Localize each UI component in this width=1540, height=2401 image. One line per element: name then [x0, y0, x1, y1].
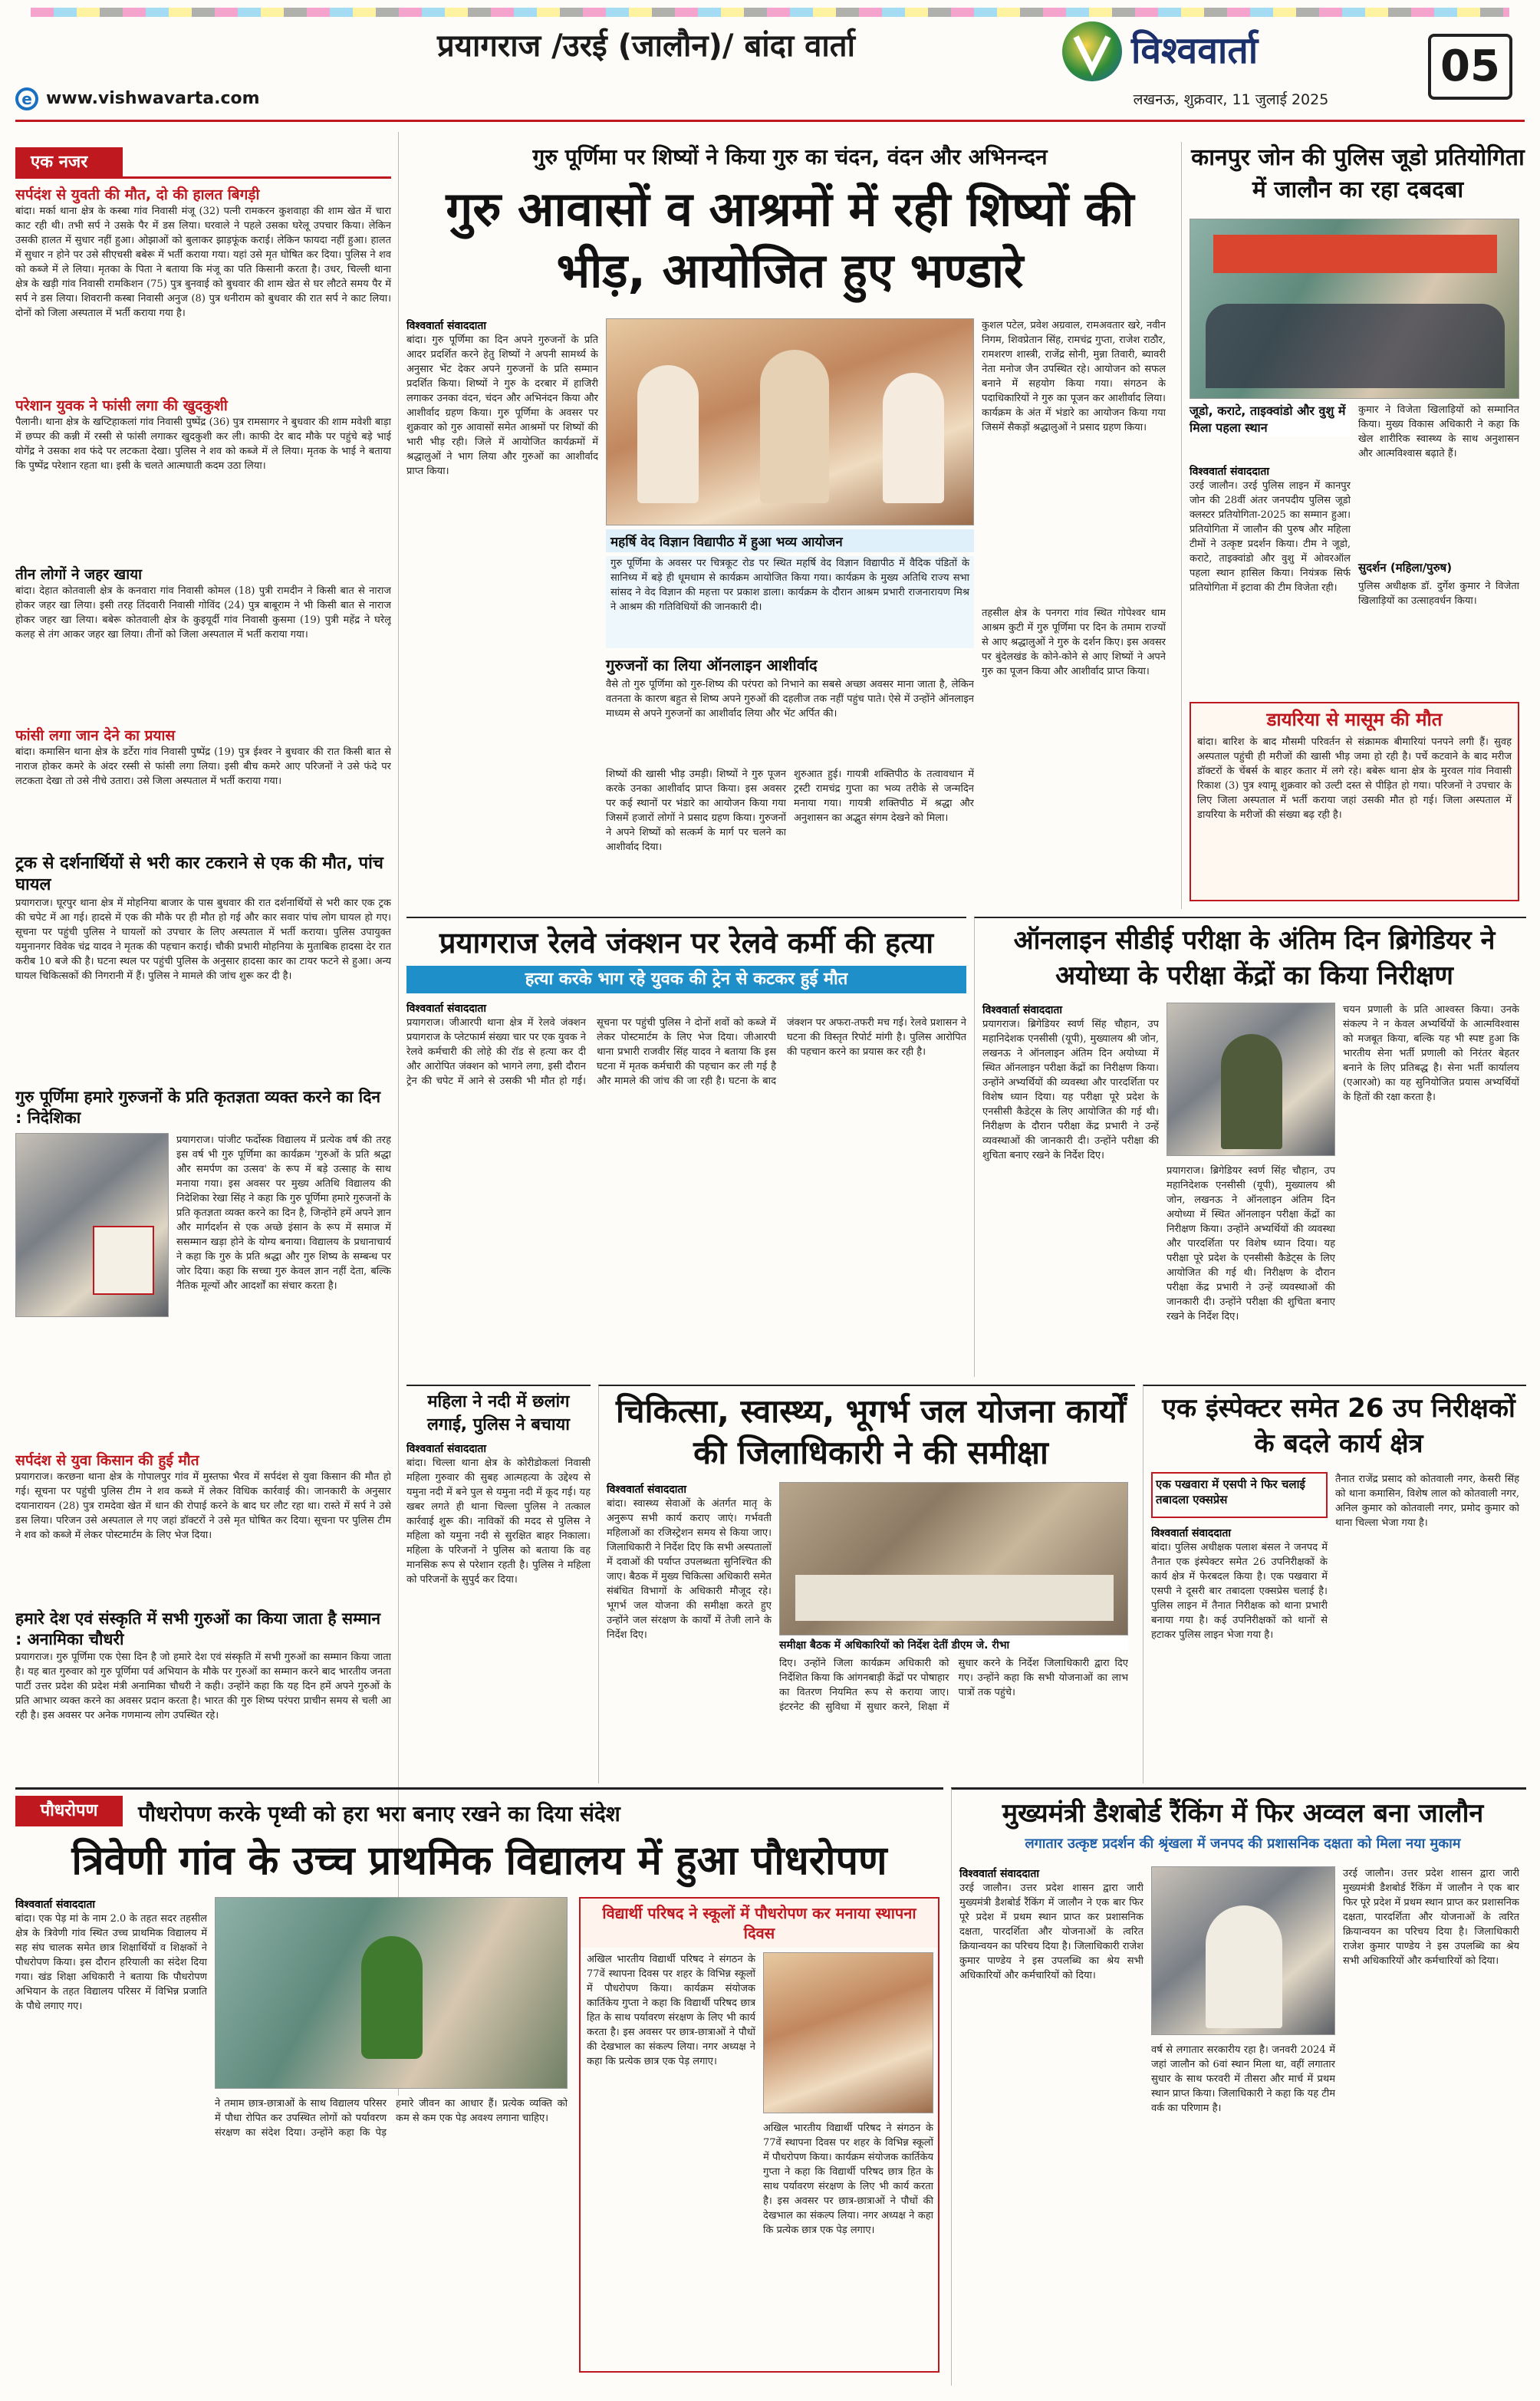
kanpur-side-text: कुमार ने विजेता खिलाड़ियों को सम्मानित किया। मुख्य विकास अधिकारी ने कहा कि खेल शारीरिक स्वास्थ्य के साथ अनुशासन और आत्मविश्वास बढ़ाते हैं।	[1358, 404, 1519, 459]
brief-8	[15, 1609, 391, 1816]
inspector-strap: एक पखवारा में एसपी ने फिर चलाई तबादला एक्सप्रेस	[1156, 1477, 1305, 1507]
kanpur-story	[1181, 142, 1526, 909]
dashboard-headline: मुख्यमंत्री डैशबोर्ड रैंकिंग में फिर अव्वल बना जालौन	[1002, 1798, 1484, 1829]
mahila-story	[406, 1385, 591, 1783]
review-photo	[779, 1482, 1128, 1635]
principal-photo	[15, 1133, 169, 1317]
mahila-byline: विश्ववार्ता संवाददाता	[406, 1443, 487, 1455]
diary-box	[1190, 702, 1519, 901]
logo[interactable]	[1062, 18, 1392, 108]
brief-4	[15, 726, 391, 849]
plant-kicker: पौधरोपण करके पृथ्वी को हरा भरा बनाए रखने का दिया संदेश	[138, 1801, 620, 1826]
cde-text-2: चयन प्रणाली के प्रति आश्वस्त किया। उनके संकल्प ने न केवल अभ्यर्थियों के आत्मविश्वास को मजबूत किया, बल्कि यह भी स्पष्ट हुआ कि भारतीय सेना भर्ती प्रणाली को निरंतर बेहतर बनाने के लिए प्रतिबद्ध है। सेना भर्ती कार्यालय (एआरओ) का यह सुनियोजित प्रयास अभ्यर्थियों के हितों की रक्षा करता है।	[1343, 1004, 1519, 1103]
lead-right-col-1: कुशल पटेल, प्रवेश अग्रवाल, रामअवतार खरे, नवीन निगम, शिवप्रेतान सिंह, रामचंद्र गुप्ता, राजेश राठौर, रामशरण शास्त्री, राजेंद्र सोनी, मुन्ना तिवारी, ब्यावरी नेता मनोज जैन उपस्थित रहे। आयोजन को सफल बनाने में सहयोग किया गया। संगठन के पदाधिकारियों ने गुरु का पूजन कर आशीर्वाद लिया। कार्यक्रम के अंत में भंडारे का आयोजन किया गया जिसमें सैकड़ों श्रद्धालुओं ने प्रसाद ग्रहण किया।	[982, 320, 1166, 433]
lead-col-1	[406, 318, 598, 702]
kanpur-sub-text: पुलिस अधीक्षक डॉ. दुर्गेश कुमार ने विजेता खिलाड़ियों का उत्साहवर्धन किया।	[1358, 581, 1519, 607]
brief-headline: गुरु पूर्णिमा हमारे गुरुजनों के प्रति कृतज्ञता व्यक्त करने का दिन : निदेशिका	[15, 1088, 381, 1127]
plant-col-1	[15, 1897, 207, 2373]
masthead-rule	[15, 120, 1525, 122]
railway-headline: प्रयागराज रेलवे जंक्शन पर रेलवे कर्मी की हत्या	[439, 926, 934, 960]
lead-mid-text: गुरु पूर्णिमा के अवसर पर चित्रकूट रोड पर स्थित महर्षि वेद विज्ञान विद्यापीठ में वैदिक पंडितों के सानिध्य में बड़े ही धूमधाम से कार्यक्रम आयोजित किया गया। कार्यक्रम के मुख्य अतिथि राज्य सभा सांसद ने वेद विज्ञान की महत्ता पर प्रकाश डाला। कार्यक्रम के दौरान आश्रम प्रभारी राजनारायण मिश्र ने आश्रम की गतिविधियों की जानकारी दी।	[606, 556, 974, 648]
browser-e-icon: e	[15, 87, 38, 110]
railway-strap: हत्या करके भाग रहे युवक की ट्रेन से कटकर हुई मौत	[406, 966, 966, 993]
cde-text: प्रयागराज। ब्रिगेडियर स्वर्ण सिंह चौहान, उप महानिदेशक एनसीसी (यूपी), मुख्यालय श्री जोन, लखनऊ ने ऑनलाइन अंतिम दिन अयोध्या में स्थित ऑनलाइन परीक्षा केंद्रों का निरीक्षण किया। उन्होंने अभ्यर्थियों की व्यवस्था और पारदर्शिता पर विशेष ध्यान दिया। यह परीक्षा पूरे प्रदेश के एनसीसी कैडेट्स के लिए आयोजित की गई थी। निरीक्षण के दौरान परीक्षा केंद्र प्रभारी ने उन्हें व्यवस्थाओं की जानकारी दी। उन्होंने परीक्षा की शुचिता बनाए रखने के निर्देश दिए।	[982, 1019, 1159, 1161]
cde-text-mid: प्रयागराज। ब्रिगेडियर स्वर्ण सिंह चौहान, उप महानिदेशक एनसीसी (यूपी), मुख्यालय श्री जोन, लखनऊ ने ऑनलाइन अंतिम दिन अयोध्या में स्थित ऑनलाइन परीक्षा केंद्रों का निरीक्षण किया। उन्होंने अभ्यर्थियों की व्यवस्था और पारदर्शिता पर विशेष ध्यान दिया। यह परीक्षा पूरे प्रदेश के एनसीसी कैडेट्स के लिए आयोजित की गई थी। निरीक्षण के दौरान परीक्षा केंद्र प्रभारी ने उन्हें व्यवस्थाओं की जानकारी दी। उन्होंने परीक्षा की शुचिता बनाए रखने के निर्देश दिए।	[1167, 1165, 1335, 1322]
review-text-2: दिए। उन्होंने जिला कार्यक्रम अधिकारी को निर्देशित किया कि आंगनबाड़ी केंद्रों पर पोषाहार का वितरण नियमित रूप से कराया जाए। इंटरनेट की सुविधा में सुधार करने, शिक्षा में सुधार करने के निर्देश जिलाधिकारी द्वारा दिए गए। उन्होंने कहा कि सभी योजनाओं का लाभ पात्रों तक पहुंचे।	[779, 1658, 1128, 1713]
inspector-story	[1143, 1385, 1526, 1783]
logo-text: विश्ववार्ता	[1131, 29, 1259, 72]
photo-figure	[637, 365, 699, 503]
railway-body	[406, 1001, 966, 1369]
dashboard-text-3: उरई जालौन। उत्तर प्रदेश शासन द्वारा जारी मुख्यमंत्री डैशबोर्ड रैंकिंग में जालौन ने एक बार फिर पूरे प्रदेश में प्रथम स्थान प्राप्त कर प्रशासनिक दक्षता, पारदर्शिता और योजनाओं के त्वरित क्रियान्वयन का परिचय दिया है। जिलाधिकारी राजेश कुमार पाण्डेय ने इस उपलब्धि का श्रेय सभी अधिकारियों और कर्मचारियों को दिया।	[1343, 1868, 1519, 1967]
brief-headline: सर्पदंश से युवा किसान की हुई मौत	[15, 1452, 199, 1469]
brief-1	[15, 186, 391, 393]
plant-story	[15, 1787, 943, 2386]
cde-headline: ऑनलाइन सीडीई परीक्षा के अंतिम दिन ब्रिगेडियर ने अयोध्या के परीक्षा केंद्रों का किया निरीक्षण	[1013, 925, 1496, 991]
lead-sub-text: वैसे तो गुरु पूर्णिमा को गुरु-शिष्य की परंपरा को निभाने का सबसे अच्छा अवसर माना जाता है, लेकिन वतनता के कारण बहुत से शिष्य अपने गुरुओं की दहलीज तक नहीं पहुंच पाते। ऐसे में उन्होंने ऑनलाइन माध्यम से अपने गुरुजनों का आशीर्वाद लिया और भेंट अर्पित की।	[606, 679, 974, 720]
website-row[interactable]	[15, 86, 399, 114]
mahila-text: बांदा। चिल्ला थाना क्षेत्र के कोरीडोकलां निवासी महिला गुरुवार की सुबह आत्महत्या के उद्देश्य से यमुना नदी में बने पुल से यमुना नदी में कूद गई। यह खबर लगते ही थाना चिल्ला पुलिस ने तत्काल कार्रवाई शुरू की। नाविकों की मदद से पुलिस ने महिला को यमुना नदी से सुरक्षित बाहर निकाला। महिला के परिजनों ने पुलिस को बताया कि वह मानसिक रूप से परेशान रहती है। पुलिस ने महिला को परिजनों के सुपुर्द कर दिया।	[406, 1457, 591, 1586]
kanpur-photo	[1190, 219, 1519, 399]
kanpur-caption-box	[1190, 403, 1351, 456]
inspector-headline: एक इंस्पेक्टर समेत 26 उप निरीक्षकों के बदले कार्य क्षेत्र	[1162, 1393, 1515, 1459]
review-headline: चिकित्सा, स्वास्थ्य, भूगर्भ जल योजना कार्यों की जिलाधिकारी ने की समीक्षा	[616, 1392, 1126, 1471]
brief-headline: तीन लोगों ने जहर खाया	[15, 566, 143, 583]
brief-headline: फांसी लगा जान देने का प्रयास	[15, 727, 176, 744]
diary-headline: डायरिया से मासूम की मौत	[1266, 709, 1443, 730]
inspector-text: बांदा। पुलिस अधीक्षक पलाश बंसल ने जनपद में तैनात एक इंस्पेक्टर समेत 26 उपनिरीक्षकों के कार्य क्षेत्र में फेरबदल किया है। एक पखवारा में एसपी ने दूसरी बार तबादला एक्सप्रेस चलाई है। पुलिस लाइन में तैनात निरीक्षक को थाना प्रभारी बनाया गया है। कई उपनिरीक्षकों को थानों से हटाकर पुलिस लाइन भेजा गया है।	[1151, 1542, 1328, 1641]
photo-officer	[1221, 1034, 1282, 1149]
railway-byline: विश्ववार्ता संवाददाता	[406, 1003, 487, 1015]
lead-subhead: गुरुजनों का लिया ऑनलाइन आशीर्वाद	[606, 656, 818, 674]
review-caption: समीक्षा बैठक में अधिकारियों को निर्देश देतीं डीएम जे. रीभा	[779, 1638, 1128, 1652]
plant-text: बांदा। एक पेड़ मां के नाम 2.0 के तहत सदर तहसील क्षेत्र के त्रिवेणी गांव स्थित उच्च प्राथमिक विद्यालय में सह संघ चालक समेत छात्र शिक्षार्थियों व शिक्षकों ने पौधरोपण किया। इस दौरान हरियाली का संदेश दिया गया। खंड शिक्षा अधिकारी ने बताया कि पौधरोपण अभियान के तहत विद्यालय परिसर में विभिन्न प्रजाति के पौधे लगाए गए।	[15, 1913, 207, 2012]
lead-kicker: गुरु पूर्णिमा पर शिष्यों ने किया गुरु का चंदन, वंदन और अभिनन्दन	[532, 144, 1048, 170]
railway-text: प्रयागराज। जीआरपी थाना क्षेत्र में रेलवे जंक्शन प्रयागराज के प्लेटफार्म संख्या चार पर एक युवक ने रेलवे कर्मचारी की लोहे की रॉड से हत्या कर दी और आरोपित जंक्शन को भागने लगा, इसी दौरान ट्रेन की चपेट में आने से उसकी भी मौत हो गई। सूचना पर पहुंची पुलिस ने दोनों शवों को कब्जे में लेकर पोस्टमार्टम के लिए भेज दिया। जीआरपी थाना प्रभारी राजवीर सिंह यादव ने बताया कि इस घटना में मृतक कर्मचारी की पहचान कर ली गई है और मामले की जांच की जा रही है। घटना के बाद जंक्शन पर अफरा-तफरी मच गई। रेलवे प्रशासन ने घटना की विस्तृत रिपोर्ट मांगी है। पुलिस आरोपित की पहचान करने का प्रयास कर रही है।	[406, 1017, 966, 1087]
photo-official	[1206, 1905, 1282, 2028]
lead-col-bottom-2: शुरुआत हुई। गायत्री शक्तिपीठ के तत्वावधान में ट्रस्टी रामचंद्र गुप्ता का भव्य तरीके से जन्मदिन मनाया गया। गायत्री शक्तिपीठ में श्रद्धा और अनुशासन का अद्भुत संगम देखने को मिला।	[794, 769, 974, 824]
lead-col-bottom: शिष्यों की खासी भीड़ उमड़ी। शिष्यों ने गुरु पूजन करके उनका आशीर्वाद प्राप्त किया। इस अवसर पर कई स्थानों पर भंडारे का आयोजन किया गया जिसमें हजारों लोगों ने प्रसाद ग्रहण किया। गुरुजनों ने अपने शिष्यों को सत्कर्म के मार्ग पर चलने का आशीर्वाद दिया।	[606, 769, 786, 853]
abvp-box	[579, 1897, 939, 2373]
photo-figure	[883, 373, 944, 503]
lead-photo-caption	[606, 529, 974, 552]
plant-photo	[215, 1897, 568, 2089]
review-col-1	[607, 1482, 772, 1781]
sidebar-label-rule	[15, 176, 391, 179]
review-text: बांदा। स्वास्थ्य सेवाओं के अंतर्गत मातृ के अनुरूप सभी कार्य कराए जाएं। गर्भवती महिलाओं का रजिस्ट्रेशन समय से किया जाए। जिलाधिकारी ने निर्देश दिए कि सभी अस्पतालों में दवाओं की पर्याप्त उपलब्धता सुनिश्चित की जाए। बैठक में मुख्य चिकित्सा अधिकारी समेत संबंधित विभागों के अधिकारी मौजूद रहे। भूगर्भ जल योजना की समीक्षा करते हुए उन्होंने जल संरक्षण के कार्यों में तेजी लाने के निर्देश दिए।	[607, 1498, 772, 1641]
abvp-photo	[763, 1952, 933, 2113]
brief-5	[15, 853, 391, 1083]
brief-body: बांदा। मर्का थाना क्षेत्र के कस्बा गांव निवासी मंजू (32) पत्नी रामकरन कुशवाहा की शाम खेत में चारा काट रही थी। तभी सर्प ने उसके पैर में डस लिया। घरवाले ने पहले उसका घरेलू उपचार किया। लेकिन उसकी हालत में सुधार नहीं हुआ। ओझाओं को बुलाकर झाड़फूंक कराई। लेकिन फायदा नहीं हुआ। हालत में सुधार न होने पर उसे सीएचसी बबेरू में भर्ती कराया गया। यहां उसे मृत घोषित कर दिया। पुलिस ने शव को कब्जे में ले लिया। मृतका के पिता ने बताया कि मंजू का पति किसानी करता है। उधर, चिल्ली थाना क्षेत्र के खड़ी गांव निवासी रामकिशन (75) पुत्र बुनवाई को बुधवार की शाम खेत से घर लौटते समय पैर में सर्प ने डस लिया। शिवरानी कस्बा निवासी अनुज (8) पुत्र धनीराम को बुधवार की रात सर्प ने काट लिया। दोनों को जिला अस्पताल में भर्ती कराया गया है।	[15, 206, 391, 319]
photo-banner	[1213, 235, 1497, 273]
mahila-headline: महिला ने नदी में छलांग लगाई, पुलिस ने बचाया	[426, 1392, 571, 1434]
cde-byline: विश्ववार्ता संवाददाता	[982, 1004, 1063, 1016]
brief-3	[15, 565, 391, 723]
dashboard-photo	[1151, 1866, 1335, 2035]
photo-table	[795, 1575, 1114, 1621]
dashboard-byline: विश्ववार्ता संवाददाता	[959, 1868, 1040, 1880]
photo-figure	[760, 350, 829, 503]
brief-2	[15, 397, 391, 562]
brief-headline: हमारे देश एवं संस्कृति में सभी गुरुओं का किया जाता है सम्मान : अनामिका चौधरी	[15, 1609, 381, 1648]
masthead	[0, 0, 1540, 130]
website-url[interactable]: www.vishwavarta.com	[46, 89, 260, 108]
page-number: 05	[1428, 34, 1512, 100]
cde-story	[974, 917, 1526, 1377]
dashboard-text: उरई जालौन। उत्तर प्रदेश शासन द्वारा जारी मुख्यमंत्री डैशबोर्ड रैंकिंग में जालौन ने एक बार फिर पूरे प्रदेश में प्रथम स्थान प्राप्त कर प्रशासनिक दक्षता, पारदर्शिता और योजनाओं के त्वरित क्रियान्वयन का परिचय दिया है। जिलाधिकारी राजेश कुमार पाण्डेय ने इस उपलब्धि का श्रेय सभी अधिकारियों और कर्मचारियों को दिया।	[959, 1882, 1143, 1981]
inspector-strap-box	[1151, 1472, 1328, 1518]
abvp-text: अखिल भारतीय विद्यार्थी परिषद ने संगठन के 77वें स्थापना दिवस पर शहर के विभिन्न स्कूलों में पौधरोपण किया। कार्यक्रम संयोजक कार्तिकेय गुप्ता ने कहा कि विद्यार्थी परिषद छात्र हित के साथ पर्यावरण संरक्षण के लिए भी कार्य करता है। इस अवसर पर छात्र-छात्राओं ने पौधों की देखभाल का संकल्प लिया। नगर अध्यक्ष ने कहा कि प्रत्येक छात्र एक पेड़ लगाए।	[587, 1954, 755, 2067]
lead-byline: विश्ववार्ता संवाददाता	[406, 320, 487, 332]
brief-7	[15, 1451, 391, 1605]
review-story	[598, 1385, 1135, 1783]
brief-body: बांदा। देहात कोतवाली क्षेत्र के कनवारा गांव निवासी कोमल (18) पुत्री रामदीन ने किसी बात से नाराज होकर जहर खा लिया। इसी तरह तिंदवारी निवासी गोविंद (24) पुत्र बाबूराम ने भी किसी बात से नाराज होकर जहर खा लिया। बबेरू कोतवाली क्षेत्र के कुइयूर्दी गांव निवासी कुसमा (19) पुत्री महेंद्र ने घरेलू कलह से तंग आकर जहर खा लिया। तीनों को जिला अस्पताल में भर्ती कराया गया।	[15, 585, 391, 641]
plant-label: पौधरोपण	[15, 1796, 123, 1826]
dashboard-story	[951, 1787, 1526, 2386]
plant-headline: त्रिवेणी गांव के उच्च प्राथमिक विद्यालय में हुआ पौधरोपण	[71, 1838, 887, 1884]
abvp-text-2: अखिल भारतीय विद्यार्थी परिषद ने संगठन के 77वें स्थापना दिवस पर शहर के विभिन्न स्कूलों में पौधरोपण किया। कार्यक्रम संयोजक कार्तिकेय गुप्ता ने कहा कि विद्यार्थी परिषद छात्र हित के साथ पर्यावरण संरक्षण के लिए भी कार्य करता है। इस अवसर पर छात्र-छात्राओं ने पौधों की देखभाल का संकल्प लिया। नगर अध्यक्ष ने कहा कि प्रत्येक छात्र एक पेड़ लगाए।	[763, 2123, 933, 2236]
edition-title: प्रयागराज /उरई (जालौन)/ बांदा वार्ता	[437, 28, 855, 64]
color-registration-bar	[31, 8, 1509, 17]
kanpur-subhead: सुदर्शन (महिला/पुरुष)	[1358, 561, 1453, 575]
dashboard-col-1	[959, 1866, 1143, 2380]
railway-story	[406, 917, 966, 1377]
inspector-col-1	[1151, 1526, 1328, 1779]
brief-headline: ट्रक से दर्शनार्थियों से भरी कार टकराने से एक की मौत, पांच घायल	[15, 854, 383, 894]
brief-body: प्रयागराज। घूरपुर थाना क्षेत्र में मोहनिया बाजार के पास बुधवार की रात दर्शनार्थियों से भरी कार एक ट्रक की चपेट में आ गई। हादसे में एक की मौके पर ही मौत हो गई और कार सवार पांच लोग घायल हो गए। सूचना पर पहुंची पुलिस ने घायलों को उपचार के लिए अस्पताल में भर्ती कराया। पुलिस उपायुक्त यमुनानगर विवेक चंद्र यादव ने मृतक की पहचान कराई। चौकी प्रभारी मोहनिया के मुताबिक हादसा देर रात करीब 10 बजे की है। घटना स्थल पर पहुंची पुलिस के अनुसार हादसा कार का टायर फटने से हुआ। अन्य घायल चिकित्सकों की निगरानी में हैं। पुलिस ने मामले की जांच शुरू कर दी है।	[15, 897, 391, 982]
abvp-headline: विद्यार्थी परिषद ने स्कूलों में पौधरोपण कर मनाया स्थापना दिवस	[581, 1899, 938, 1948]
plant-byline: विश्ववार्ता संवाददाता	[15, 1899, 96, 1911]
photo-group	[1206, 304, 1505, 388]
inspector-text-2: तैनात राजेंद्र प्रसाद को कोतवाली नगर, केसरी सिंह को थाना कमासिन, विशेष लाल को कोतवाली नगर, अनिल कुमार को कोतवाली नगर, प्रमोद कुमार को थाना चिल्ला भेजा गया है।	[1335, 1474, 1519, 1529]
lead-photo	[606, 318, 974, 525]
review-byline: विश्ववार्ता संवाददाता	[607, 1484, 687, 1496]
brief-body: प्रयागराज। गुरु पूर्णिमा एक ऐसा दिन है जो हमारे देश एवं संस्कृति में सभी गुरुओं का सम्मान किया जाता है। यह बात गुरुवार को गुरु पूर्णिमा पर्व अभियान के मौके पर गुरुओं का सम्मान करने बाद भारतीय जनता पार्टी उत्तर प्रदेश की प्रदेश मंत्री अनामिका चौधरी ने कही। उन्होंने कहा कि यह दिन हमें अपने गुरुओं के प्रति आभार व्यक्त करने का अवसर प्रदान करता है। भारत की गुरु शिष्य परंपरा प्राचीन समय से चली आ रही है। इस अवसर पर अनेक गणमान्य लोग उपस्थित रहे।	[15, 1652, 391, 1721]
cde-col-1	[982, 1003, 1159, 1371]
cde-photo	[1167, 1003, 1335, 1156]
lead-right-col-2: तहसील क्षेत्र के पनगरा गांव स्थित गोपेश्वर धाम आश्रम कुटी में गुरु पूर्णिमा पर दिन के तमाम राज्यों से आए श्रद्धालुओं ने गुरु के दर्शन किए। इस अवसर पर बुंदेलखंड के कोने-कोने से आए शिष्यों ने अपने गुरु का पूजन किया और आशीर्वाद प्राप्त किया।	[982, 608, 1166, 677]
kanpur-main-text	[1190, 464, 1351, 694]
sidebar-label: एक नजर	[15, 147, 123, 178]
dashboard-text-2: वर्ष से लगातार सरकारीय रहा है। जनवरी 2024 में जहां जालौन को 6वां स्थान मिला था, वहीं लगातार सुधार के साथ फरवरी में तीसरा और मार्च में प्रथम स्थान प्राप्त किया। जिलाधिकारी ने कहा कि यह टीम वर्क का परिणाम है।	[1151, 2044, 1335, 2114]
lead-story	[406, 142, 1173, 909]
brief-headline: सर्पदंश से युवती की मौत, दो की हालत बिगड़ी	[15, 186, 260, 203]
kanpur-text: उरई जालौन। उरई पुलिस लाइन में कानपुर जोन की 28वीं अंतर जनपदीय पुलिस जूडो क्लस्टर प्रतियोगिता-2025 का सम्मान हुआ। प्रतियोगिता में जालौन की पुरुष और महिला टीमों ने उत्कृष्ट प्रदर्शन किया। टीम ने जूडो, कराटे, ताइक्वांडो और वुशु में ओवरऑल पहला स्थान हासिल किया। नियंत्रक सिर्फ प्रतियोगिता में इटावा की टीम विजेता रही।	[1190, 480, 1351, 594]
kanpur-byline: विश्ववार्ता संवाददाता	[1190, 466, 1270, 478]
plant-text-2: ने तमाम छात्र-छात्राओं के साथ विद्यालय परिसर में पौधा रोपित कर उपस्थित लोगों को पर्यावरण संरक्षण का संदेश दिया। उन्होंने कहा कि पेड़ हमारे जीवन का आधार हैं। प्रत्येक व्यक्ति को कम से कम एक पेड़ अवश्य लगाना चाहिए।	[215, 2098, 568, 2139]
caption-text: महर्षि वेद विज्ञान विद्यापीठ में हुआ भव्य आयोजन	[610, 535, 843, 550]
diary-text: बांदा। बारिश के बाद मौसमी परिवर्तन से संक्रामक बीमारियां पनपने लगी हैं। सुवह अस्पताल पहुंची ही मरीजों की खासी भीड़ जमा हो रही है। पर्चे कटवाने के बाद मरीज डॉक्टरों के चेंबर्स के बाहर कतार में लगे रहे। बबेरू थाना क्षेत्र के मुरवल गांव निवासी रिकाश (3) पुत्र श्यामू शुक्रवार को उल्टी दस्त से पीड़ित हो गया। परिजनों ने उपचार के लिए जिला अस्पताल में भर्ती कराया जहां उसकी मौत हो गई। जिला अस्पताल में डायरिया के मरीजों की संख्या बढ़ रही है।	[1197, 736, 1512, 821]
brief-6	[15, 1087, 391, 1448]
caption-text: जूडो, कराटे, ताइक्वांडो और वुशु में मिला पहला स्थान	[1190, 403, 1351, 436]
dateline: लखनऊ, शुक्रवार, 11 जुलाई 2025	[1133, 91, 1329, 108]
dashboard-strap: लगातार उत्कृष्ट प्रदर्शन की श्रृंखला में जनपद की प्रशासनिक दक्षता को मिला नया मुकाम	[1025, 1836, 1461, 1852]
logo-emblem-icon	[1062, 21, 1122, 81]
lead-headline: गुरु आवासों व आश्रमों में रही शिष्यों की भीड़, आयोजित हुए भण्डारे	[446, 181, 1134, 298]
brief-body: प्रयागराज। करछना थाना क्षेत्र के गोपालपुर गांव में मुस्तफा भैरव में सर्पदंश से युवा किसान की मौत हो गई। सूचना पर पहुंची पुलिस टीम ने शव कब्जे में लेकर विधिक कार्रवाई की। जानकारी के अनुसार दयानारायन (28) पुत्र रामदेवा खेत में धान की रोपाई करने के बाद घर लौट रहा था। रास्ते में सर्प ने उसे डस लिया। परिजन उसे अस्पताल ले गए जहां डॉक्टरों ने उसे मृत घोषित कर दिया। सूचना पर पुलिस टीम ने शव को कब्जे में लेकर पोस्टमार्टम के लिए भेज दिया।	[15, 1471, 391, 1541]
kanpur-headline: कानपुर जोन की पुलिस जूडो प्रतियोगिता में जालौन का रहा दबदबा	[1191, 144, 1525, 203]
photo-happy-guru-purnima-sign	[93, 1226, 154, 1295]
brief-body: बांदा। कमासिन थाना क्षेत्र के डर्टेरा गांव निवासी पुष्पेंद्र (19) पुत्र ईश्वर ने बुधवार की रात किसी बात से नाराज होकर कमरे के अंदर रस्सी से फांसी लगा लिया। इसी बीच कमरे आए परिजनों ने उसे फंदे पर लटकता देखा तो उसे नीचे उतारा। उसे जिला अस्पताल में भर्ती कराया गया।	[15, 746, 391, 787]
brief-body: प्रयागराज। पांजीट फर्दोस्क विद्यालय में प्रत्येक वर्ष की तरह इस वर्ष भी गुरु पूर्णिमा का कार्यक्रम 'गुरुओं के प्रति श्रद्धा और समर्पण का उत्सव' के रूप में बड़े उत्साह के साथ मनाया गया। इस अवसर पर मुख्य अतिथि विद्यालय की निदेशिका रेखा सिंह ने कहा कि गुरु पूर्णिमा हमारे गुरुजनों के प्रति कृतज्ञता व्यक्त करने का दिन है, जिन्होंने हमें अपने ज्ञान और मार्गदर्शन से एक अच्छे इंसान के रूप में समाज में ससम्मान खड़ा होने के योग्य बनाया। विद्यालय के प्रधानाचार्य ने कहा कि गुरु के प्रति श्रद्धा और गुरु शिष्य के सम्बन्ध पर जोर दिया। कहा कि सच्चा गुरु केवल ज्ञान नहीं देता, बल्कि नैतिक मूल्यों और आदर्शों का संचार करता है।	[176, 1135, 391, 1292]
brief-body: पैलानी। थाना क्षेत्र के खप्टिहाकलां गांव निवासी पुष्पेंद्र (36) पुत्र रामसागर ने बुधवार की शाम मवेशी बाड़ा में छप्पर की कन्नी में रस्सी से फांसी लगाकर खुदकुशी कर ली। काफी देर बाद मौके पर पहुंचे बड़े भाई योगेंद्र ने उसका शव फंदे पर लटकता देखा। पुलिस ने शव को कब्जे में ले लिया। मृतक के भाई ने बताया कि पुष्पेंद्र परेशान रहता था। इसी के चलते आत्मघाती कदम उठा लिया।	[15, 417, 391, 472]
inspector-byline: विश्ववार्ता संवाददाता	[1151, 1527, 1232, 1540]
brief-headline: परेशान युवक ने फांसी लगा की खुदकुशी	[15, 397, 228, 414]
lead-col-text: बांदा। गुरु पूर्णिमा का दिन अपने गुरुजनों के प्रति आदर प्रदर्शित करने हेतु शिष्यों ने अपनी सामर्थ्य के अनुसार भेंट देकर अपने गुरुजनों के प्रति सम्मान प्रदर्शित किया। शिष्यों ने गुरु के दरबार में हाजिरी लगाकर उनका वंदन, चंदन और अभिनंदन किया और आशीर्वाद ग्रहण किया। गुरु पूर्णिमा के अवसर पर शुक्रवार को गुरु आवासों समेत आश्रमों पर शिष्यों की भारी भीड़ रही। जिले में आयोजित कार्यक्रमों में श्रद्धालुओं ने भाग लिया और गुरुओं का आशीर्वाद प्राप्त किया।	[406, 334, 598, 477]
photo-tree	[361, 1936, 423, 2059]
